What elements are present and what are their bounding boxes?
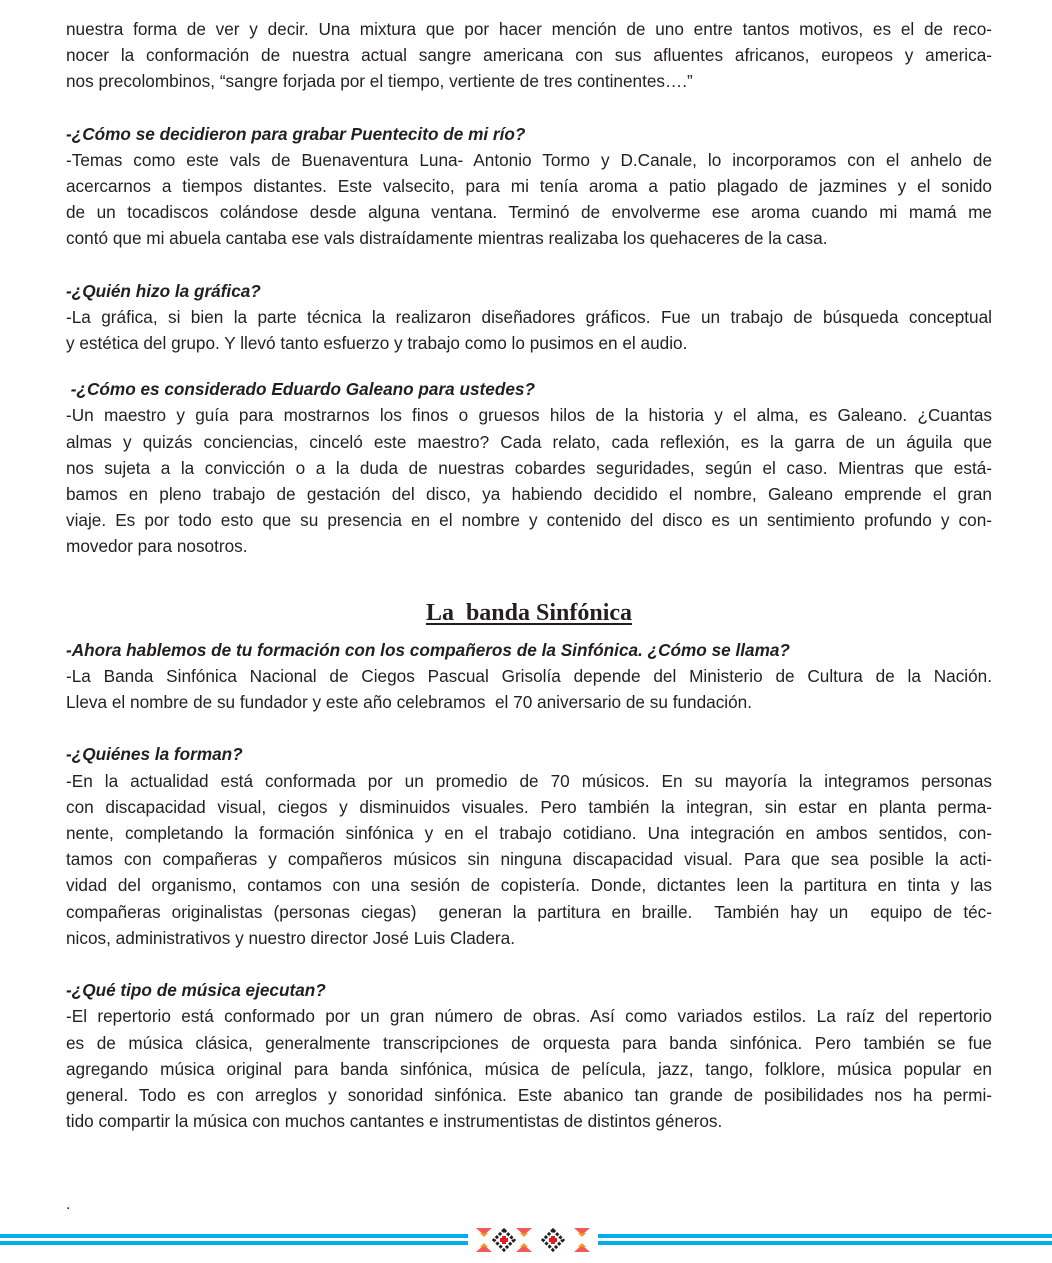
text-line: -La Banda Sinfónica Nacional de Ciegos Pascual Grisolía depende del Ministerio de Cultura de la Nación. <box>66 666 992 687</box>
text-line: contó que mi abuela cantaba ese vals distraídamente mientras realizaba los quehaceres de la casa. <box>66 228 828 249</box>
text-line: de un tocadiscos colándose desde alguna ventana. Terminó de envolverme ese aroma cuando mi mamá me <box>66 202 992 223</box>
text-line: -Un maestro y guía para mostrarnos los finos o gruesos hilos de la historia y el alma, es Galeano. ¿Cuantas <box>66 405 992 426</box>
text-line: nos precolombinos, “sangre forjada por el tiempo, vertiente de tres continentes….” <box>66 71 693 92</box>
footer-rule-right <box>598 1234 1052 1246</box>
text-line: nente, completando la formación sinfónica y en el trabajo cotidiano. Una integración en ambos sentidos, con- <box>66 823 992 844</box>
footer-rule-left <box>0 1234 468 1246</box>
text-line: vidad del organismo, contamos con una sesión de copistería. Donde, dictantes leen la partitura en tinta y las <box>66 875 992 896</box>
text-line: acercarnos a tiempos distantes. Este valsecito, para mi tenía aroma a patio plagado de jazmines y el sonido <box>66 176 992 197</box>
text-line: movedor para nosotros. <box>66 536 248 557</box>
text-line: general. Todo es con arreglos y sonoridad sinfónica. Este abanico tan grande de posibilidades nos ha permi- <box>66 1084 992 1105</box>
text-line: nuestra forma de ver y decir. Una mixtura que por hacer mención de uno entre tantos motivos, es el de reco- <box>66 19 992 39</box>
qa-block-integrantes <box>66 741 992 951</box>
text-line: almas y quizás conciencias, cinceló este maestro? Cada relato, cada reflexión, es la garra de un águila que <box>66 431 992 452</box>
interview-question: -¿Cómo se decidieron para grabar Puentecito de mi río? <box>66 123 526 144</box>
ornament-triangles-bottom <box>476 1243 590 1252</box>
interview-question: -¿Cómo es considerado Eduardo Galeano para ustedes? <box>66 379 535 400</box>
qa-block-repertorio <box>66 977 992 1134</box>
text-line: -En la actualidad está conformada por un promedio de 70 músicos. En su mayoría la integramos personas <box>66 770 992 791</box>
text-line: es de música clásica, generalmente transcripciones de orquesta para banda sinfónica. Pero también se fue <box>66 1032 992 1053</box>
stray-period: . <box>66 1196 71 1213</box>
text-line: tido compartir la música con muchos cantantes e instrumentistas de distintos géneros. <box>66 1111 723 1132</box>
text-line: y estética del grupo. Y llevó tanto esfuerzo y trabajo como lo pusimos en el audio. <box>66 333 688 354</box>
text-line: -La gráfica, si bien la parte técnica la realizaron diseñadores gráficos. Fue un trabajo de búsqueda conceptual <box>66 306 992 327</box>
text-line: bamos en pleno trabajo de gestación del disco, ya habiendo decidido el nombre, Galeano emprende el gran <box>66 484 992 505</box>
interview-question: -Ahora hablemos de tu formación con los compañeros de la Sinfónica. ¿Cómo se llama? <box>66 639 790 660</box>
text-line: nos sujeta a la convicción o a la duda de nuestras cobardes seguridades, según el caso. Mientras que está- <box>66 457 992 478</box>
text-line: con discapacidad visual, ciegos y disminuidos visuales. Pero también la integran, sin estar en planta perma- <box>66 796 992 817</box>
text-line: Lleva el nombre de su fundador y este año celebramos el 70 aniversario de su fundación. <box>66 692 753 713</box>
intro-paragraph <box>66 16 992 95</box>
qa-block-puentecito <box>66 121 992 252</box>
text-line: -El repertorio está conformado por un gran número de obras. Así como variados estilos. La raíz del repertorio <box>66 1006 992 1027</box>
text-line: viaje. Es por todo esto que su presencia en el nombre y contenido del disco es un sentimiento profundo y con- <box>66 510 992 531</box>
section-title: La banda Sinfónica <box>425 599 633 626</box>
interview-question: -¿Quién hizo la gráfica? <box>66 280 261 301</box>
text-line: compañeras originalistas (personas ciegas) generan la partitura en braille. También hay un equipo de téc- <box>66 901 992 922</box>
text-line: -Temas como este vals de Buenaventura Luna- Antonio Tormo y D.Canale, lo incorporamos con el anhelo de <box>66 149 992 170</box>
text-line: tamos con compañeras y compañeros músicos sin ninguna discapacidad visual. Para que sea posible la acti- <box>66 849 992 870</box>
article-body <box>66 16 992 1134</box>
qa-block-galeano <box>66 376 992 559</box>
ornament-triangles-top <box>476 1228 590 1237</box>
section-heading <box>66 600 992 627</box>
andean-diamond-pattern-icon <box>474 1225 592 1255</box>
qa-block-grafica <box>66 278 992 357</box>
interview-question: -¿Quiénes la forman? <box>66 744 243 765</box>
text-line: agregando música original para banda sinfónica, música de película, jazz, tango, folklore, música popular en <box>66 1058 992 1079</box>
qa-block-nombre <box>66 637 992 716</box>
text-line: nicos, administrativos y nuestro director José Luis Cladera. <box>66 927 515 948</box>
interview-question: -¿Qué tipo de música ejecutan? <box>66 980 326 1001</box>
text-line: nocer la conformación de nuestra actual sangre americana con sus afluentes africanos, europeos y america- <box>66 45 992 66</box>
ornament-crosses <box>500 1236 557 1244</box>
